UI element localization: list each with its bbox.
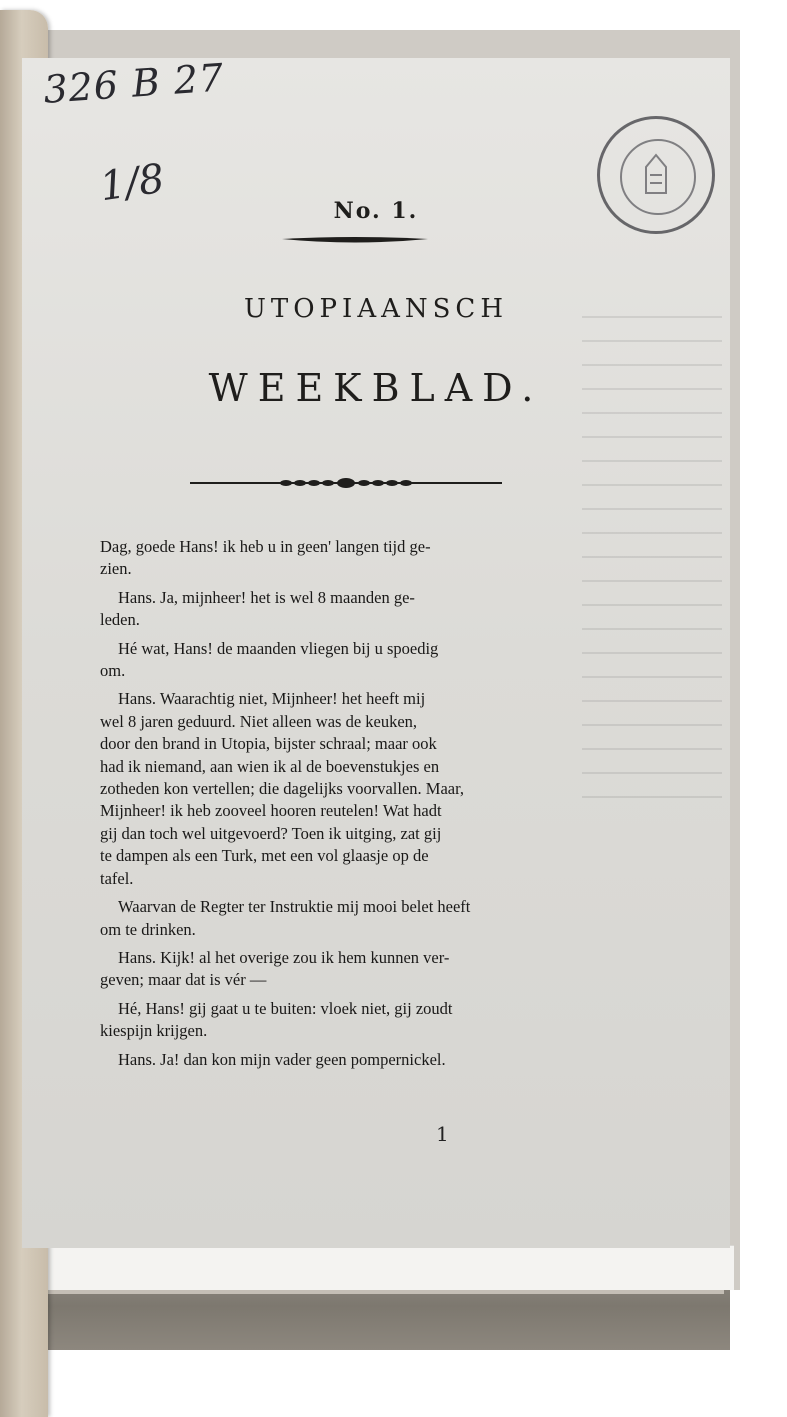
- text-line: om.: [100, 661, 126, 681]
- dialogue-text: [100, 536, 592, 1071]
- handwritten-shelfmark: 326 B 27: [42, 55, 226, 112]
- title-line-2: WEEKBLAD.: [208, 366, 544, 410]
- signature-mark: 1: [436, 1122, 449, 1146]
- text-line: Mijnheer! ik heb zooveel hooren reutelen! Wat hadt: [100, 801, 442, 821]
- paragraph-7: [100, 998, 592, 1043]
- paragraph-1: [100, 536, 592, 581]
- bottom-page-strip: [46, 1245, 734, 1290]
- text-line: zien.: [100, 559, 132, 579]
- paragraph-4: [100, 688, 592, 890]
- issue-number: No. 1.: [333, 198, 419, 224]
- paragraph-8: [100, 1049, 592, 1071]
- text-line: Hans. Kijk! al het overige zou ik hem kunnen ver-: [118, 947, 450, 967]
- text-line: Hé wat, Hans! de maanden vliegen bij u spoedig: [118, 638, 439, 658]
- text-line: om te drinken.: [100, 919, 196, 939]
- text-line: zotheden kon vertellen; die dagelijks voorvallen. Maar,: [100, 779, 465, 799]
- page-stack-edge: [44, 1290, 724, 1294]
- ornamental-divider: [190, 476, 502, 490]
- text-line: Hans. Ja, mijnheer! het is wel 8 maanden ge-: [118, 587, 415, 607]
- paragraph-5: [100, 896, 592, 941]
- title-line-1: UTOPIAANSCH: [243, 294, 508, 324]
- paragraph-2: [100, 587, 592, 632]
- text-line: Hé, Hans! gij gaat u te buiten: vloek niet, gij zoudt: [118, 998, 453, 1018]
- text-line: leden.: [100, 610, 140, 630]
- title-page: [22, 55, 730, 1248]
- text-line: Dag, goede Hans! ik heb u in geen' langen tijd ge-: [100, 537, 431, 556]
- text-line: wel 8 jaren geduurd. Niet alleen was de keuken,: [100, 711, 418, 731]
- text-line: tafel.: [100, 868, 134, 888]
- text-line: Hans. Ja! dan kon mijn vader geen pompernickel.: [118, 1049, 446, 1069]
- text-line: door den brand in Utopia, bijster schraal; maar ook: [100, 734, 437, 754]
- paragraph-3: [100, 638, 592, 683]
- text-line: gij dan toch wel uitgevoerd? Toen ik uitging, zat gij: [100, 823, 442, 843]
- ornamental-rule-top: [280, 232, 430, 246]
- paragraph-6: [100, 947, 592, 992]
- text-line: kiespijn krijgen.: [100, 1021, 208, 1041]
- text-line: geven; maar dat is vér —: [100, 970, 267, 990]
- text-line: te dampen als een Turk, met een vol glaasje op de: [100, 846, 429, 866]
- text-line: Hans. Waarachtig niet, Mijnheer! het heeft mij: [118, 689, 426, 709]
- text-line: had ik niemand, aan wien ik al de boevenstukjes en: [100, 756, 440, 776]
- handwritten-fraction: 1/8: [97, 155, 168, 211]
- text-line: Waarvan de Regter ter Instruktie mij mooi belet heeft: [118, 897, 471, 917]
